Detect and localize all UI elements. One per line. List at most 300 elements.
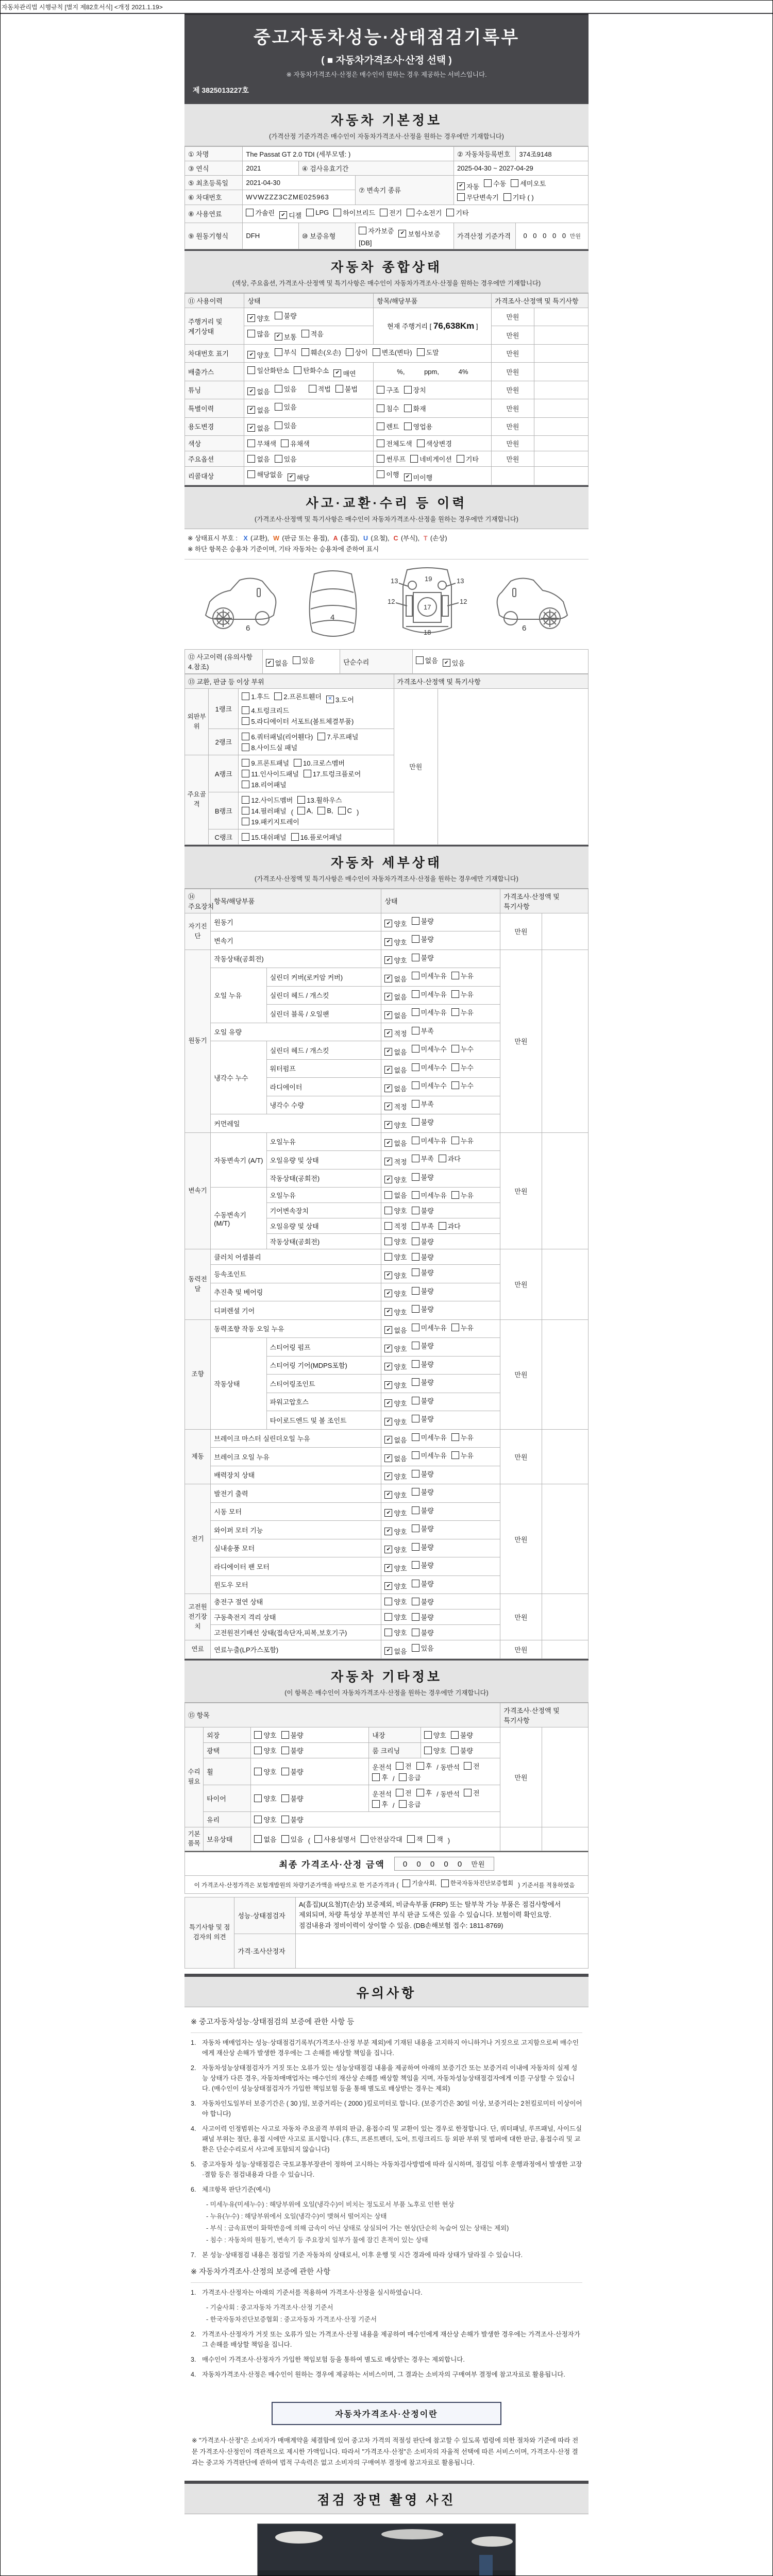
item-state-checks	[381, 1249, 500, 1265]
checkbox-양호[interactable]	[384, 1175, 407, 1184]
checkbox-19.패키지트레이[interactable]	[242, 817, 299, 826]
other-info-table	[184, 1703, 589, 1852]
checkbox-미세누수[interactable]	[412, 1062, 447, 1072]
checkbox-미세누유[interactable]	[412, 1007, 447, 1017]
checkbox-누수[interactable]	[451, 1080, 474, 1090]
checkbox-label: 보험사보증	[408, 230, 441, 238]
checkbox-과다[interactable]	[439, 1154, 461, 1163]
item-state-checks	[381, 1234, 500, 1249]
checkbox-있음[interactable]	[275, 454, 297, 464]
checkbox-양호[interactable]	[384, 1270, 407, 1280]
checkbox-LPG[interactable]	[306, 209, 329, 216]
checkbox-없음[interactable]	[384, 1435, 407, 1445]
checkbox-있음[interactable]	[275, 384, 297, 394]
checkbox-미세누유[interactable]	[412, 971, 447, 980]
checkbox-보통[interactable]	[275, 332, 297, 342]
checkbox-미세누유[interactable]	[412, 1450, 447, 1460]
checkbox-수소전기[interactable]	[407, 208, 442, 217]
checkbox-label: 수소전기	[416, 209, 442, 217]
checkbox-양호[interactable]	[424, 1730, 446, 1740]
checkbox-불량[interactable]	[412, 1597, 434, 1606]
checkbox-15.대쉬패널[interactable]	[242, 832, 286, 842]
checkbox-과다[interactable]	[439, 1221, 461, 1231]
checkbox-기타 ( )[interactable]	[503, 192, 534, 202]
checkbox-label: 적법	[317, 385, 331, 393]
checkbox-양호[interactable]	[424, 1745, 446, 1755]
checkbox-가솔린[interactable]	[246, 208, 275, 217]
checkbox-적정[interactable]	[384, 1101, 407, 1111]
checkbox-불량[interactable]	[412, 1560, 434, 1570]
checkbox-불량[interactable]	[451, 1730, 473, 1740]
checkbox-누유[interactable]	[451, 1007, 474, 1017]
notice-item	[191, 2354, 582, 2365]
checkbox-훼손(오손)[interactable]	[301, 347, 341, 357]
notice-item-number: 2.	[191, 2064, 196, 2072]
checkbox-없음[interactable]	[384, 1138, 407, 1148]
checkbox-해당없음[interactable]	[247, 469, 282, 479]
item-state-checks	[381, 1502, 500, 1521]
checkbox-양호[interactable]	[384, 1236, 407, 1246]
checkbox-양호[interactable]	[254, 1815, 276, 1824]
checkbox-양호[interactable]	[384, 1362, 407, 1371]
checkbox-양호[interactable]	[384, 1471, 407, 1481]
checkbox-양호[interactable]	[384, 1597, 407, 1606]
unchecked-box-icon	[412, 1644, 419, 1652]
checkbox-전체도색[interactable]	[377, 438, 412, 448]
unchecked-box-icon	[412, 1470, 419, 1478]
unchecked-box-icon	[439, 1155, 446, 1162]
checkbox-불량[interactable]	[281, 1767, 304, 1776]
checkbox-미세누유[interactable]	[412, 989, 447, 999]
checkbox-없음[interactable]	[384, 1083, 407, 1093]
legend-code-T: T	[423, 534, 428, 542]
checkbox-불량[interactable]	[412, 1377, 434, 1387]
room-cleaning-checks	[421, 1742, 500, 1758]
checkbox-양호[interactable]	[384, 1344, 407, 1353]
emission-label: 배출가스	[185, 363, 244, 381]
checkbox-응급[interactable]	[399, 1799, 421, 1809]
checkbox-많음[interactable]	[247, 329, 270, 338]
checkbox-일산화탄소[interactable]	[247, 365, 289, 375]
checkbox-10.크로스멤버[interactable]	[294, 758, 345, 768]
checkbox-불법[interactable]	[335, 384, 358, 394]
checkbox-없음[interactable]	[384, 1065, 407, 1075]
checkbox-누유[interactable]	[451, 989, 474, 999]
checkbox-도말[interactable]	[417, 347, 439, 357]
checkbox-부족[interactable]	[412, 1099, 434, 1109]
checkbox-유채색[interactable]	[281, 438, 310, 448]
checkbox-양호[interactable]	[384, 1581, 407, 1591]
rank2-label: 2랭크	[209, 728, 239, 755]
checkbox-18.리어패널[interactable]	[242, 779, 286, 789]
checkbox-7.루프패널[interactable]	[317, 732, 358, 741]
checkbox-label: 10.크로스멤버	[303, 759, 345, 767]
checkbox-미세누수[interactable]	[412, 1044, 447, 1054]
item-label: 파워고압호스	[266, 1393, 381, 1411]
checkbox-양호[interactable]	[384, 1612, 407, 1622]
checkbox-불량[interactable]	[412, 1341, 434, 1350]
checkbox-침수[interactable]	[377, 403, 399, 413]
checkbox-불량[interactable]	[412, 1414, 434, 1423]
checkbox-구조[interactable]	[377, 385, 399, 395]
legend-code-desc: (교환),	[248, 534, 270, 542]
checkbox-불량[interactable]	[412, 1505, 434, 1515]
checkbox-양호[interactable]	[384, 1508, 407, 1518]
checkbox-없음[interactable]	[384, 1453, 407, 1463]
checkbox-기타[interactable]	[446, 208, 468, 217]
checkbox-탄화수소[interactable]	[294, 365, 329, 375]
device-group-label: 자기진단	[185, 913, 211, 950]
checkbox-없음[interactable]	[247, 423, 270, 433]
checkbox-없음[interactable]	[247, 405, 270, 415]
checkbox-B,[interactable]	[317, 807, 333, 815]
checkbox-양호[interactable]	[384, 919, 407, 928]
checkbox-label: 19.패키지트레이	[251, 818, 299, 826]
checked-box-icon: ✔	[275, 333, 282, 341]
checkbox-누유[interactable]	[451, 1450, 474, 1460]
checkbox-불량[interactable]	[281, 1745, 304, 1755]
checkbox-네비게이션[interactable]	[410, 454, 452, 464]
section-title: 자동차 기본정보	[331, 113, 442, 128]
checkbox-미이행[interactable]	[404, 472, 433, 482]
checkbox-후[interactable]	[416, 1788, 432, 1798]
checkbox-양호[interactable]	[384, 1490, 407, 1500]
checkbox-양호[interactable]	[254, 1767, 276, 1776]
checkbox-불량[interactable]	[412, 1172, 434, 1182]
checkbox-label: 양호	[394, 1207, 407, 1215]
color-checks	[244, 436, 374, 451]
checkbox-8.사이드실 패널[interactable]	[242, 742, 297, 752]
checkbox-양호[interactable]	[384, 1545, 407, 1554]
checkbox-1.후드[interactable]	[242, 691, 270, 701]
checkbox-14.필러패널[interactable]	[242, 806, 286, 816]
notice-item-number: 3.	[191, 2356, 196, 2364]
checkbox-16.플로어패널[interactable]	[291, 832, 342, 842]
checkbox-전[interactable]	[464, 1788, 480, 1798]
checkbox-매연[interactable]	[333, 368, 356, 378]
checkbox-없음[interactable]	[247, 454, 270, 464]
checkbox-자동[interactable]	[457, 181, 479, 191]
checkbox-양호[interactable]	[254, 1793, 276, 1803]
checkbox-사용설명서[interactable]	[314, 1834, 356, 1844]
item-state-checks	[381, 1448, 500, 1466]
checkbox-있음[interactable]	[275, 420, 297, 430]
checked-box-icon: ✔	[384, 1066, 392, 1074]
inspection-photos	[184, 2514, 589, 2576]
notice-item	[191, 2038, 582, 2058]
checkbox-label: 보통	[283, 333, 297, 341]
checkbox-불량[interactable]	[412, 1236, 434, 1246]
checkbox-없음[interactable]	[416, 655, 438, 665]
checkbox-label: 5.라디에이터 서포트(볼트체결부품)	[251, 717, 354, 725]
checkbox-적정[interactable]	[384, 1157, 407, 1166]
checkbox-후[interactable]	[416, 1761, 432, 1771]
unchecked-box-icon	[242, 717, 249, 725]
checkbox-13.휠하우스[interactable]	[297, 795, 342, 805]
checkbox-label: 16.플로어패널	[300, 833, 342, 841]
checkbox-불량[interactable]	[412, 934, 434, 944]
checkbox-부족[interactable]	[412, 1221, 434, 1231]
checkbox-없음[interactable]	[384, 974, 407, 984]
device-group-label: 동력전달	[185, 1249, 211, 1320]
checkbox-불량[interactable]	[281, 1815, 304, 1824]
checkbox-불량[interactable]	[275, 311, 297, 320]
checkbox-A,[interactable]	[297, 807, 313, 815]
checkbox-누유[interactable]	[451, 1136, 474, 1145]
checkbox-label: 전	[405, 1762, 412, 1770]
glass-label: 유리	[204, 1811, 251, 1827]
checkbox-5.라디에이터 서포트(볼트체결부품)[interactable]	[242, 716, 354, 726]
item-label: 와이퍼 모터 기능	[211, 1521, 381, 1539]
check-group-text: )	[357, 808, 359, 816]
checkbox-없음[interactable]	[384, 1646, 407, 1656]
checkbox-6.쿼터패널(리어휀다)[interactable]	[242, 732, 313, 741]
checkbox-양호[interactable]	[384, 1206, 407, 1215]
checkbox-양호[interactable]	[384, 1527, 407, 1536]
checkbox-9.프론트패널[interactable]	[242, 758, 289, 768]
checkbox-불량[interactable]	[412, 1286, 434, 1296]
checkbox-잭[interactable]	[407, 1834, 423, 1844]
checkbox-무채색[interactable]	[247, 438, 276, 448]
checkbox-없음[interactable]	[384, 992, 407, 1002]
accident-history-label: ⑫ 사고이력 (유의사항 4.참조)	[185, 650, 263, 674]
checkbox-불량[interactable]	[412, 1304, 434, 1314]
checkbox-후[interactable]	[372, 1799, 388, 1809]
checkbox-부식[interactable]	[275, 347, 297, 357]
checkbox-label: 자동	[466, 182, 480, 191]
checkbox-적음[interactable]	[301, 329, 324, 338]
checkbox-양호[interactable]	[254, 1745, 276, 1755]
checkbox-label: 화재	[413, 404, 426, 413]
checkbox-불량[interactable]	[412, 1396, 434, 1405]
checkbox-label: 불량	[421, 1379, 434, 1386]
checkbox-불량[interactable]	[412, 1117, 434, 1127]
checkbox-양호[interactable]	[384, 1120, 407, 1130]
device-group-label: 고전원전기장치	[185, 1594, 211, 1640]
checkbox-없음[interactable]	[384, 1010, 407, 1020]
checkbox-누유[interactable]	[451, 1432, 474, 1442]
checkbox-있음[interactable]	[281, 1834, 304, 1844]
overall-col-usage: ⑪ 사용이력	[185, 293, 244, 308]
unchecked-box-icon	[427, 1835, 435, 1843]
checkbox-label: 불량	[421, 1306, 434, 1313]
checkbox-4.트렁크리드[interactable]	[242, 705, 289, 715]
checkbox-label: 불량	[421, 1269, 434, 1277]
checkbox-양호[interactable]	[384, 1307, 407, 1317]
checkbox-후[interactable]	[372, 1772, 388, 1782]
checkbox-label: 18.리어패널	[251, 781, 287, 789]
checkbox-색상변경[interactable]	[417, 438, 452, 448]
checkbox-변조(변타)[interactable]	[373, 347, 412, 357]
checkbox-불량[interactable]	[412, 1542, 434, 1552]
checkbox-미세누유[interactable]	[412, 1323, 447, 1332]
checkbox-양호[interactable]	[384, 1628, 407, 1637]
checkbox-없음[interactable]	[247, 386, 270, 396]
checkbox-디젤[interactable]	[279, 210, 301, 220]
item-state-checks	[381, 1203, 500, 1218]
checkbox-무단변속기[interactable]	[457, 192, 499, 202]
checkbox-자가보증[interactable]	[359, 226, 394, 235]
checkbox-양호[interactable]	[384, 1398, 407, 1408]
checkbox-세미오토[interactable]	[511, 178, 546, 188]
checkbox-미세누유[interactable]	[412, 1190, 447, 1200]
checkbox-수동[interactable]	[484, 178, 506, 188]
checkbox-label: 미세누유	[421, 1137, 447, 1145]
checkbox-양호[interactable]	[384, 1417, 407, 1427]
unchecked-box-icon	[457, 455, 464, 463]
checkbox-누수[interactable]	[451, 1062, 474, 1072]
special-history-label: 특별이력	[185, 399, 244, 418]
possession-label: 보유상태	[204, 1827, 251, 1851]
checkbox-양호[interactable]	[384, 937, 407, 947]
unchecked-box-icon	[412, 1137, 419, 1144]
checkbox-label: 이행	[386, 471, 399, 479]
checkbox-전[interactable]	[396, 1761, 412, 1771]
checkbox-불량[interactable]	[412, 953, 434, 962]
unchecked-box-icon	[314, 1835, 322, 1843]
exchange-panel-table	[184, 674, 589, 845]
unchecked-box-icon	[399, 1773, 407, 1781]
checkbox-적정[interactable]	[384, 1028, 407, 1038]
checkbox-없음[interactable]	[384, 1190, 407, 1200]
checkbox-전[interactable]	[396, 1788, 412, 1798]
checkbox-영업용[interactable]	[404, 421, 433, 431]
checkbox-이행[interactable]	[377, 469, 399, 479]
section-other-info	[184, 1659, 589, 1703]
checkbox-없음[interactable]	[384, 1047, 407, 1057]
unchecked-box-icon	[464, 1762, 472, 1770]
checkbox-양호[interactable]	[384, 1380, 407, 1390]
section-title: 유의사항	[356, 1986, 417, 2001]
checkbox-불량[interactable]	[412, 1612, 434, 1622]
checkbox-있음[interactable]	[412, 1643, 434, 1653]
checkbox-2.프론트휀더[interactable]	[274, 691, 322, 701]
checkbox-양호[interactable]	[384, 955, 407, 965]
section-basic-info	[184, 103, 589, 146]
checkbox-label: 양호	[394, 1491, 407, 1499]
checkbox-기술사회,[interactable]	[402, 1879, 436, 1887]
checkbox-불량[interactable]	[412, 1206, 434, 1215]
unchecked-box-icon	[281, 1794, 289, 1802]
checkbox-부족[interactable]	[412, 1154, 434, 1163]
unchecked-box-icon	[346, 348, 354, 356]
legend-code-desc: (손상)	[428, 534, 447, 542]
checkbox-없음[interactable]	[254, 1834, 276, 1844]
unchecked-box-icon	[275, 348, 282, 356]
recall-label: 리콜대상	[185, 467, 244, 485]
checkbox-양호[interactable]	[384, 1563, 407, 1573]
checkbox-17.트렁크플로어[interactable]	[304, 769, 361, 778]
checkbox-불량[interactable]	[412, 1252, 434, 1262]
checkbox-양호[interactable]	[384, 1252, 407, 1262]
checkbox-있음[interactable]	[293, 655, 315, 665]
unchecked-box-icon	[412, 1305, 419, 1313]
unchecked-box-icon	[412, 1268, 419, 1276]
checkbox-잭[interactable]	[427, 1834, 443, 1844]
checkbox-부족[interactable]	[412, 1026, 434, 1036]
item-label: 추진축 및 베어링	[211, 1283, 381, 1301]
checkbox-안전삼각대[interactable]	[361, 1834, 402, 1844]
checkbox-불량[interactable]	[451, 1745, 473, 1755]
checkbox-label: 없음	[257, 406, 270, 414]
checkbox-미세누수[interactable]	[412, 1080, 447, 1090]
checkbox-응급[interactable]	[399, 1772, 421, 1782]
checkbox-렌트[interactable]	[377, 421, 399, 431]
checkbox-미세누유[interactable]	[412, 1432, 447, 1442]
unchecked-box-icon	[412, 1118, 419, 1126]
checkbox-11.인사이드패널[interactable]	[242, 769, 298, 778]
checkbox-보험사보증[interactable]	[398, 229, 440, 239]
checkbox-불량[interactable]	[412, 1267, 434, 1277]
checkbox-불량[interactable]	[412, 1523, 434, 1533]
outer-panel-group: 외판부위	[185, 689, 209, 755]
checkbox-양호[interactable]	[247, 313, 270, 323]
checkbox-화재[interactable]	[404, 403, 426, 413]
item-label: 실린더 헤드 / 개스킷	[266, 1041, 381, 1060]
checkbox-불량[interactable]	[412, 1487, 434, 1497]
checkbox-양호[interactable]	[247, 350, 270, 360]
checkbox-미세누유[interactable]	[412, 1136, 447, 1145]
checkbox-양호[interactable]	[254, 1730, 276, 1740]
checkbox-누유[interactable]	[451, 971, 474, 980]
checkbox-C[interactable]	[338, 807, 352, 815]
checkbox-12.사이드멤버[interactable]	[242, 795, 293, 805]
checkbox-누수[interactable]	[451, 1044, 474, 1054]
unchecked-box-icon	[451, 1747, 459, 1754]
checkbox-있음[interactable]	[443, 658, 465, 668]
checked-box-icon: ✔	[384, 1381, 392, 1389]
checkbox-기타[interactable]	[457, 454, 479, 464]
checkbox-label: 미세누수	[421, 1082, 447, 1090]
checkbox-label: 구조	[386, 386, 399, 395]
note-cell	[534, 399, 588, 418]
item-state-checks	[381, 986, 500, 1005]
checkbox-하이브리드[interactable]	[333, 208, 375, 217]
checkbox-장치[interactable]	[404, 385, 426, 395]
checkbox-누유[interactable]	[451, 1323, 474, 1332]
checkbox-없음[interactable]	[266, 658, 288, 668]
checkbox-불량[interactable]	[412, 916, 434, 926]
checked-box-icon: ✔	[404, 473, 412, 481]
simple-repair-checks	[412, 650, 588, 674]
item-label: 커먼레일	[211, 1114, 381, 1133]
checkbox-불량[interactable]	[412, 1579, 434, 1588]
checkbox-양호[interactable]	[384, 1289, 407, 1298]
checkbox-불량[interactable]	[281, 1730, 304, 1740]
checkbox-불량[interactable]	[412, 1469, 434, 1479]
checkbox-전[interactable]	[464, 1761, 480, 1771]
checkbox-불량[interactable]	[412, 1359, 434, 1369]
checkbox-불량[interactable]	[412, 1628, 434, 1637]
checkbox-전기[interactable]	[380, 208, 402, 217]
checkbox-누유[interactable]	[451, 1190, 474, 1200]
final-price-label: 최종 가격조사·산정 금액	[279, 1860, 385, 1870]
checkbox-label: 과다	[447, 1155, 461, 1163]
checkbox-한국자동차진단보증협회[interactable]	[441, 1879, 513, 1887]
checkbox-label: 적정	[394, 1030, 407, 1038]
subgroup-label: 작동상태	[211, 1338, 266, 1430]
unchecked-box-icon	[416, 1789, 424, 1797]
checkbox-3.도어[interactable]	[326, 694, 354, 704]
checkbox-불량[interactable]	[281, 1793, 304, 1803]
checkbox-없음[interactable]	[384, 1325, 407, 1335]
checkbox-해당[interactable]	[288, 472, 310, 482]
checkbox-있음[interactable]	[275, 402, 297, 412]
checkbox-적정[interactable]	[384, 1221, 407, 1231]
checkbox-상이[interactable]	[346, 347, 368, 357]
checkbox-적법[interactable]	[309, 384, 331, 394]
checkbox-썬루프[interactable]	[377, 454, 406, 464]
